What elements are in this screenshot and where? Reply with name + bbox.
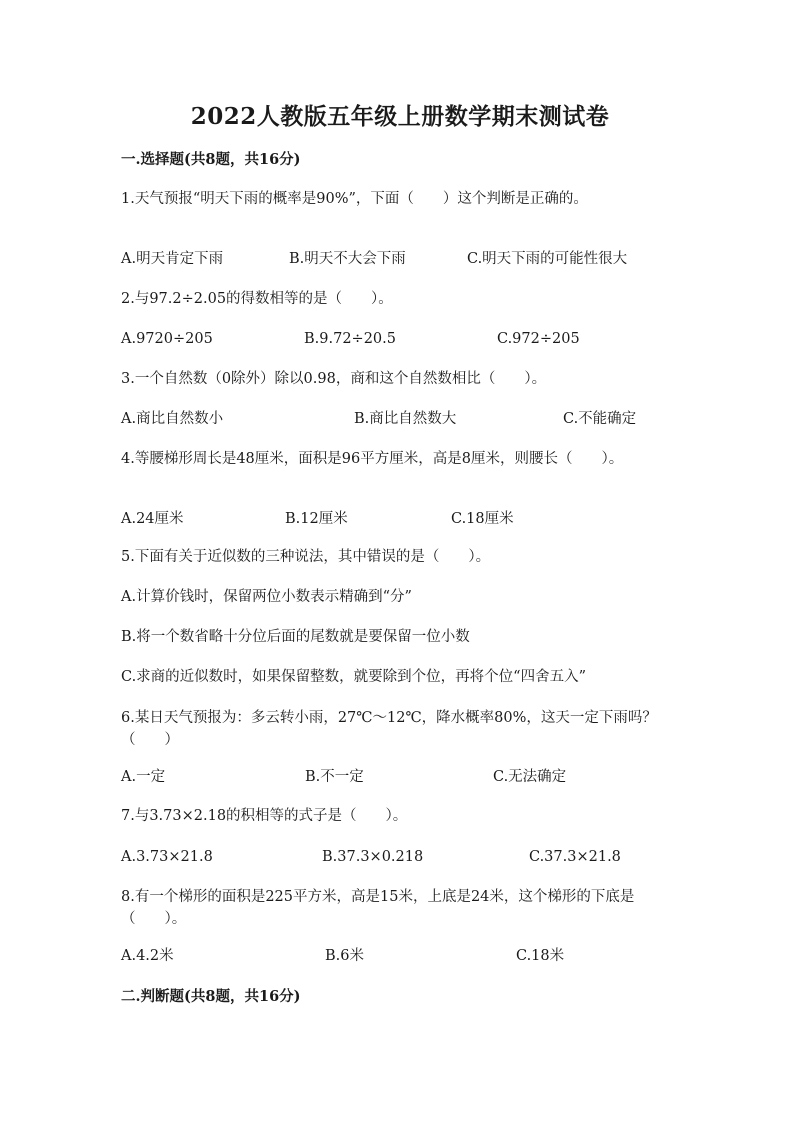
question-1-option-a: A.明天肯定下雨 [121,251,224,267]
question-4: 4.等腰梯形周长是48厘米，面积是96平方厘米，高是8厘米，则腰长（ ）。 [121,451,624,467]
question-2-option-c: C.972÷205 [497,331,580,347]
question-8: 8.有一个梯形的面积是225平方米，高是15米，上底是24米，这个梯形的下底是（ ）。 [121,889,635,927]
question-1-option-b: B.明天不大会下雨 [289,251,406,267]
question-1: 1.天气预报“明天下雨的概率是90%”，下面（ ）这个判断是正确的。 [121,191,588,207]
question-6: 6.某日天气预报为：多云转小雨，27℃～12℃，降水概率80%，这天一定下雨吗？（ ） [121,710,657,748]
page-title: 2022人教版五年级上册数学期末测试卷 [190,103,610,130]
question-8-option-b: B.6米 [325,948,364,964]
question-6-option-a: A.一定 [121,769,166,785]
question-2-option-b: B.9.72÷20.5 [304,331,396,347]
question-3: 3.一个自然数（0除外）除以0.98，商和这个自然数相比（ ）。 [121,371,547,387]
question-2: 2.与97.2÷2.05的得数相等的是（ ）。 [121,291,393,307]
question-3-option-c: C.不能确定 [563,411,637,427]
question-1-option-c: C.明天下雨的可能性很大 [467,251,628,267]
question-3-option-b: B.商比自然数大 [354,411,457,427]
question-7-option-a: A.3.73×21.8 [121,849,213,865]
question-5-option-b: B.将一个数省略十分位后面的尾数就是要保留一位小数 [121,629,470,645]
question-6-option-c: C.无法确定 [493,769,567,785]
question-5-option-a: A.计算价钱时，保留两位小数表示精确到“分” [121,589,412,605]
question-5: 5.下面有关于近似数的三种说法，其中错误的是（ ）。 [121,549,491,565]
question-2-option-a: A.9720÷205 [121,331,213,347]
question-5-option-c: C.求商的近似数时，如果保留整数，就要除到个位，再将个位“四舍五入” [121,669,587,685]
question-7-option-c: C.37.3×21.8 [529,849,621,865]
question-6-option-b: B.不一定 [305,769,364,785]
question-7-option-b: B.37.3×0.218 [322,849,424,865]
question-8-option-a: A.4.2米 [121,948,174,964]
section-heading-judgement: 二.判断题(共8题，共16分) [121,988,301,1005]
question-4-option-b: B.12厘米 [285,511,348,527]
section-heading-choice: 一.选择题(共8题，共16分) [121,151,301,168]
question-4-option-a: A.24厘米 [121,511,184,527]
question-8-option-c: C.18米 [516,948,565,964]
question-4-option-c: C.18厘米 [451,511,514,527]
question-7: 7.与3.73×2.18的积相等的式子是（ ）。 [121,808,408,824]
question-3-option-a: A.商比自然数小 [121,411,224,427]
